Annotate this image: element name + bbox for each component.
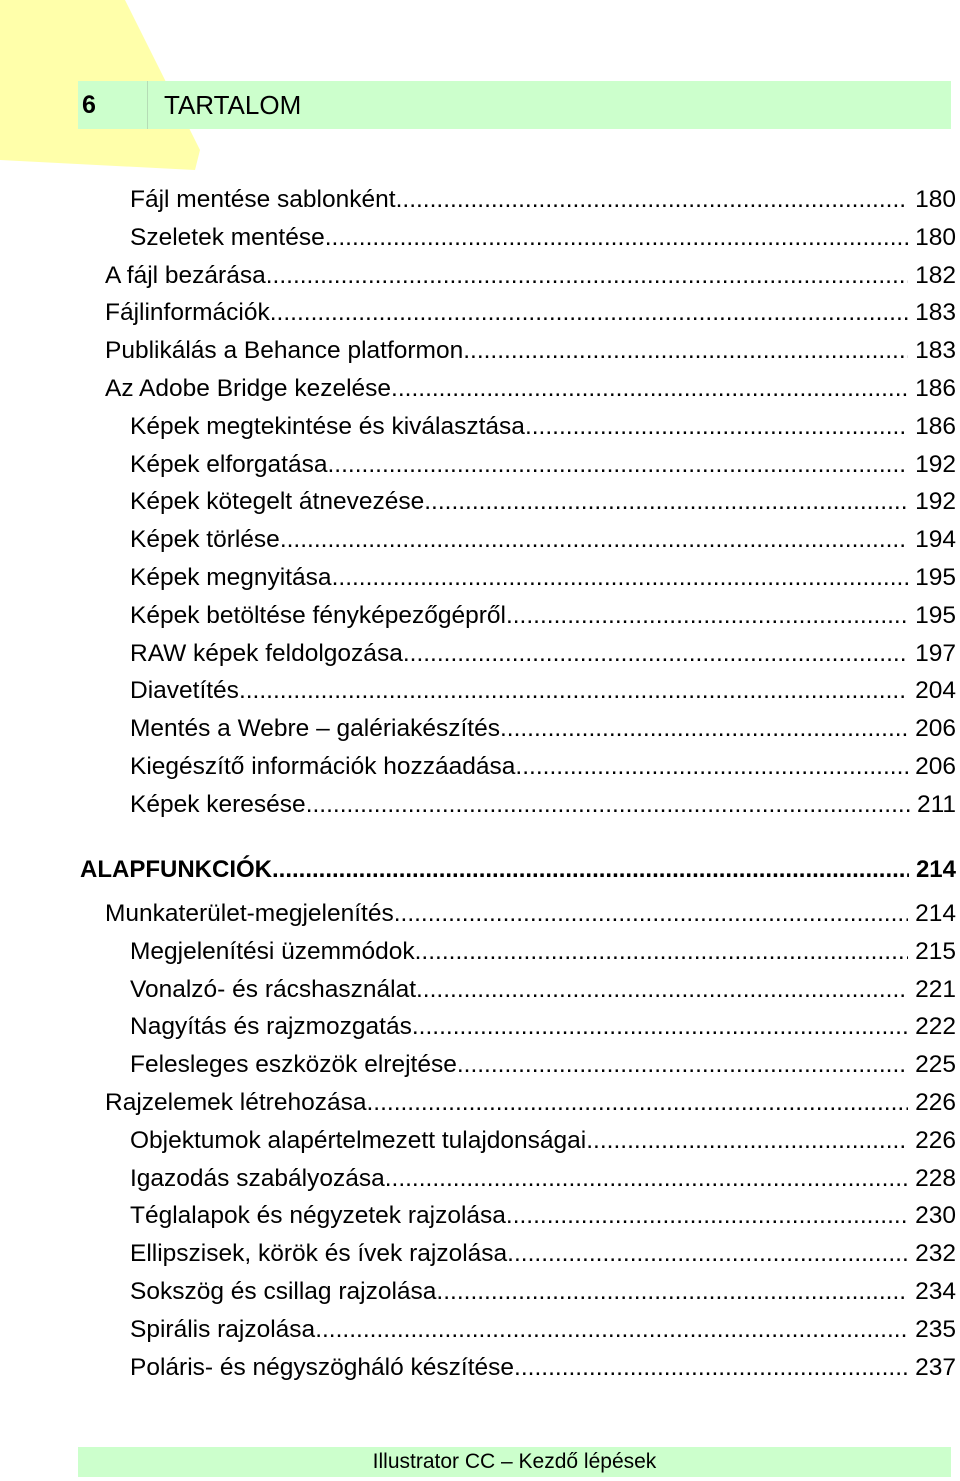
toc-entry-title: Igazodás szabályozása xyxy=(130,1164,385,1192)
toc-entry[interactable] xyxy=(130,1127,956,1165)
dot-leader xyxy=(424,488,908,516)
toc-entry-title: Spirális rajzolása xyxy=(130,1315,316,1343)
toc-entry-title: ALAPFUNKCIÓK xyxy=(80,856,272,883)
toc-entry-page: 180 xyxy=(915,223,956,251)
toc-entry[interactable] xyxy=(130,224,956,262)
toc-entry-page: 211 xyxy=(916,790,956,818)
dot-leader xyxy=(239,677,908,705)
toc-entry-page: 192 xyxy=(915,450,956,478)
dot-leader xyxy=(506,602,908,630)
toc-entry-page: 194 xyxy=(915,526,956,554)
toc-entry[interactable] xyxy=(105,262,956,300)
dot-leader xyxy=(315,1316,908,1344)
toc-entry[interactable] xyxy=(130,1240,956,1278)
toc-entry-title: Objektumok alapértelmezett tulajdonságai xyxy=(130,1126,587,1154)
dot-leader xyxy=(586,1127,908,1155)
dot-leader xyxy=(385,1165,908,1193)
toc-entry-title: Szeletek mentése xyxy=(130,223,325,251)
toc-entry[interactable] xyxy=(130,715,956,753)
dot-leader xyxy=(514,1354,908,1382)
toc-entry-page: 186 xyxy=(915,412,956,440)
page-title: TARTALOM xyxy=(164,89,302,120)
toc-entry-title: Nagyítás és rajzmozgatás xyxy=(130,1013,412,1041)
toc-entry-page: 206 xyxy=(915,715,956,743)
page-number: 6 xyxy=(78,81,148,129)
toc-entry-page: 221 xyxy=(915,975,956,1003)
toc-entry-title: Megjelenítési üzemmódok xyxy=(130,937,415,965)
toc-entry-page: 234 xyxy=(915,1278,956,1305)
toc-entry-title: Képek megnyitása xyxy=(130,564,332,591)
toc-entry-title: Fájlinformációk xyxy=(105,299,270,327)
dot-leader xyxy=(506,1202,908,1230)
dot-leader xyxy=(463,337,908,365)
toc-entry-title: Vonalzó- és rácshasználat xyxy=(130,975,416,1003)
toc-entry-page: 195 xyxy=(915,601,956,629)
toc-entry-title: Képek kötegelt átnevezése xyxy=(130,488,425,516)
dot-leader xyxy=(412,1013,908,1041)
toc-entry[interactable] xyxy=(105,1089,956,1127)
toc-entry[interactable] xyxy=(130,602,956,640)
toc-entry-title: Képek törlése xyxy=(130,526,280,554)
toc-entry[interactable] xyxy=(105,900,956,938)
dot-leader xyxy=(266,262,908,290)
toc-entry-page: 186 xyxy=(915,375,956,402)
toc-entry-title: Sokszög és csillag rajzolása xyxy=(130,1278,437,1305)
dot-leader xyxy=(515,753,908,781)
dot-leader xyxy=(436,1278,908,1306)
toc-entry-page: 222 xyxy=(915,1013,956,1041)
toc-entry-page: 195 xyxy=(915,564,956,591)
toc-entry-title: Kiegészítő információk hozzáadása xyxy=(130,753,516,780)
toc-entry[interactable] xyxy=(130,564,956,602)
toc-entry[interactable] xyxy=(130,451,956,489)
toc-entry-page: 226 xyxy=(915,1126,956,1154)
toc-entry[interactable] xyxy=(130,1165,956,1203)
toc-entry[interactable] xyxy=(130,640,956,678)
toc-entry[interactable] xyxy=(130,976,956,1014)
toc-entry[interactable] xyxy=(130,413,956,451)
toc-entry-title: RAW képek feldolgozása xyxy=(130,639,403,667)
toc-entry-page: 230 xyxy=(915,1202,956,1230)
toc-entry[interactable] xyxy=(80,856,956,894)
chapter-header xyxy=(78,81,951,129)
toc-entry-title: Téglalapok és négyzetek rajzolása xyxy=(130,1202,506,1230)
page-footer: Illustrator CC – Kezdő lépések xyxy=(78,1447,951,1477)
toc-entry-page: 180 xyxy=(915,186,956,213)
dot-leader xyxy=(507,1240,908,1268)
toc-entry-page: 225 xyxy=(915,1051,956,1079)
dot-leader xyxy=(366,1089,908,1117)
dot-leader xyxy=(332,564,909,592)
toc-entry-title: A fájl bezárása xyxy=(105,261,266,289)
toc-entry[interactable] xyxy=(130,488,956,526)
toc-entry[interactable] xyxy=(130,1316,956,1354)
toc-entry[interactable] xyxy=(130,753,956,791)
toc-entry-title: Fájl mentése sablonként xyxy=(130,186,396,213)
toc-entry[interactable] xyxy=(105,337,956,375)
toc-entry-title: Képek betöltése fényképezőgépről xyxy=(130,601,506,629)
toc-entry-title: Képek keresése xyxy=(130,790,306,818)
toc-entry-page: 215 xyxy=(915,937,956,965)
toc-entry[interactable] xyxy=(130,1278,956,1316)
dot-leader xyxy=(272,856,909,884)
toc-entry[interactable] xyxy=(130,677,956,715)
toc-entry-title: Felesleges eszközök elrejtése xyxy=(130,1051,457,1079)
dot-leader xyxy=(270,299,908,327)
dot-leader xyxy=(416,976,908,1004)
dot-leader xyxy=(280,526,908,554)
toc-entry-title: Publikálás a Behance platformon xyxy=(105,337,464,365)
dot-leader xyxy=(391,375,908,403)
toc-entry-page: 237 xyxy=(915,1353,956,1381)
toc-entry-page: 206 xyxy=(915,753,956,780)
dot-leader xyxy=(500,715,908,743)
dot-leader xyxy=(525,413,908,441)
dot-leader xyxy=(328,451,909,479)
toc-entry[interactable] xyxy=(130,938,956,976)
toc-entry[interactable] xyxy=(130,1051,956,1089)
toc-entry-page: 192 xyxy=(915,488,956,516)
toc-entry[interactable] xyxy=(105,375,956,413)
dot-leader xyxy=(415,938,909,966)
toc-entry-title: Poláris- és négyszögháló készítése xyxy=(130,1353,515,1381)
toc-entry[interactable] xyxy=(130,1354,956,1392)
toc-entry[interactable] xyxy=(130,1013,956,1051)
dot-leader xyxy=(306,791,910,819)
toc-entry[interactable] xyxy=(130,1202,956,1240)
toc-entry-page: 235 xyxy=(915,1315,956,1343)
toc-entry[interactable] xyxy=(130,526,956,564)
toc-entry-page: 214 xyxy=(915,856,956,883)
toc-entry-title: Ellipszisek, körök és ívek rajzolása xyxy=(130,1240,508,1268)
dot-leader xyxy=(394,900,908,928)
toc-entry-title: Rajzelemek létrehozása xyxy=(105,1089,367,1116)
toc-entry[interactable] xyxy=(105,299,956,337)
toc-entry-title: Munkaterület-megjelenítés xyxy=(105,900,394,927)
toc-entry-title: Mentés a Webre – galériakészítés xyxy=(130,715,500,743)
toc-entry-page: 183 xyxy=(915,337,956,365)
toc-entry-page: 232 xyxy=(915,1240,956,1268)
toc-entry-title: Képek elforgatása xyxy=(130,450,328,478)
dot-leader xyxy=(457,1051,908,1079)
toc-entry-page: 182 xyxy=(915,261,956,289)
toc-entry-page: 214 xyxy=(915,900,956,927)
dot-leader xyxy=(325,224,908,252)
toc-entry[interactable] xyxy=(130,791,956,829)
toc-entry-page: 197 xyxy=(915,639,956,667)
toc-entry-page: 183 xyxy=(915,299,956,327)
toc-entry-page: 204 xyxy=(915,677,956,705)
toc-entry-page: 226 xyxy=(915,1089,956,1116)
toc-entry-title: Képek megtekintése és kiválasztása xyxy=(130,412,525,440)
dot-leader xyxy=(403,640,908,668)
toc-entry-title: Diavetítés xyxy=(130,677,239,705)
toc-entry[interactable] xyxy=(130,186,956,224)
toc-entry-page: 228 xyxy=(915,1164,956,1192)
toc-entry-title: Az Adobe Bridge kezelése xyxy=(105,375,392,402)
dot-leader xyxy=(396,186,909,214)
